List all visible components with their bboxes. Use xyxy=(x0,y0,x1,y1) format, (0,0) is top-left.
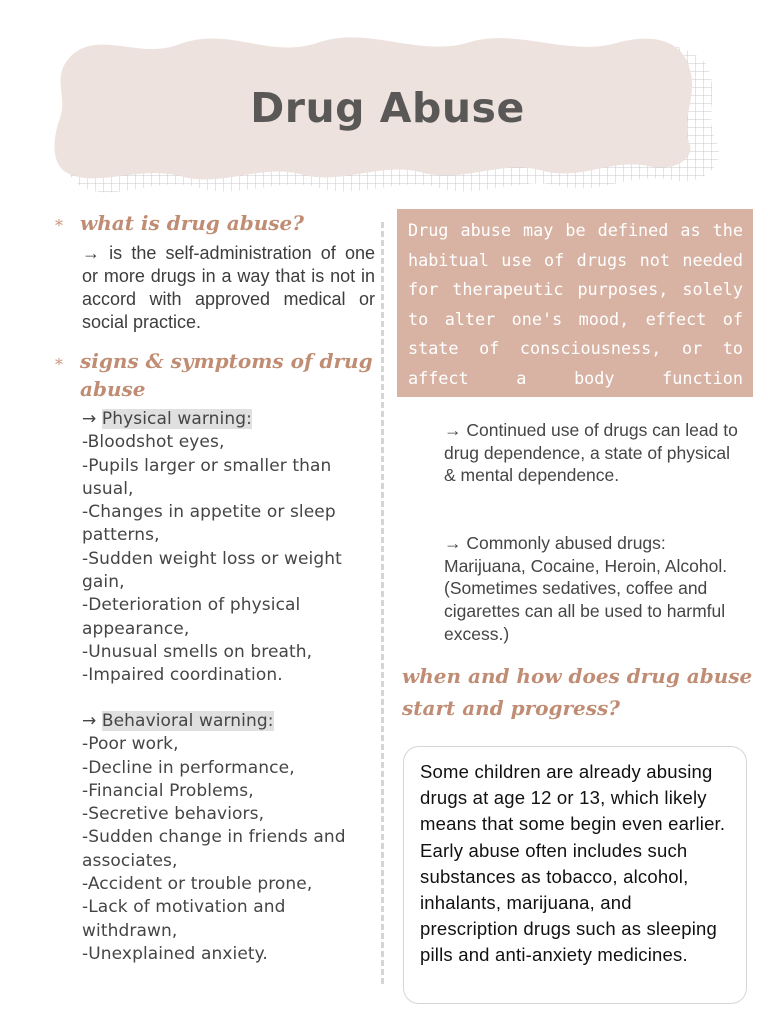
dependence-paragraph: → Continued use of drugs can lead to drug dependence, a state of physical & mental dependence. xyxy=(444,420,738,486)
physical-warning-heading: → Physical warning: xyxy=(82,409,252,429)
list-item: -Bloodshot eyes, xyxy=(82,432,225,453)
list-item: -Decline in performance, xyxy=(82,757,295,778)
list-item: -Changes in appetite or sleep patterns, xyxy=(82,502,336,546)
heading-what-is-drug-abuse: what is drug abuse? xyxy=(80,211,304,235)
list-item: -Deterioration of physical appearance, xyxy=(82,595,301,639)
onset-info-box: Some children are already abusing drugs at age 12 or 13, which likely means that some begin even earlier. Early abuse often includes such substances as tobacco, alcohol, inhalants, marijuana, and prescription drugs such as sleeping pills and anti-anxiety medicines. xyxy=(403,746,747,1004)
list-item: -Poor work, xyxy=(82,734,179,755)
definition-box: Drug abuse may be defined as the habitual use of drugs not needed for therapeutic purposes, solely to alter one's mood, effect of state of consciousness, or to affect a body function unnecessarily. xyxy=(397,209,753,397)
list-item: -Impaired coordination. xyxy=(82,665,283,686)
list-item: -Lack of motivation and withdrawn, xyxy=(82,897,286,941)
list-item: -Unusual smells on breath, xyxy=(82,641,313,662)
bullet-star-icon: * xyxy=(55,216,63,235)
heading-signs-symptoms: signs & symptoms of drug abuse xyxy=(80,349,373,401)
list-item: -Financial Problems, xyxy=(82,780,254,801)
page-title: Drug Abuse xyxy=(250,84,525,132)
heading-when-and-how: when and how does drug abuse start and progress? xyxy=(402,664,753,720)
bullet-star-icon: * xyxy=(55,355,63,374)
common-drugs-paragraph: → Commonly abused drugs: Marijuana, Cocaine, Heroin, Alcohol. (Sometimes sedatives, coffee and cigarettes can all be used to harmful excess.) xyxy=(444,533,728,644)
column-divider xyxy=(381,222,384,984)
list-item: -Pupils larger or smaller than usual, xyxy=(82,455,332,499)
behavioral-warning-heading: → Behavioral warning: xyxy=(82,711,274,731)
list-item: -Secretive behaviors, xyxy=(82,804,265,825)
physical-warning-list xyxy=(82,408,380,688)
list-item: -Sudden weight loss or weight gain, xyxy=(82,548,342,593)
list-item: -Accident or trouble prone, xyxy=(82,874,313,895)
behavioral-warning-list xyxy=(82,710,380,966)
what-is-answer: → is the self-administration of one or more drugs in a way that is not in accord with approved medical or social practice. xyxy=(82,243,375,332)
list-item: -Unexplained anxiety. xyxy=(82,943,268,964)
list-item: -Sudden change in friends and associates, xyxy=(82,827,346,871)
